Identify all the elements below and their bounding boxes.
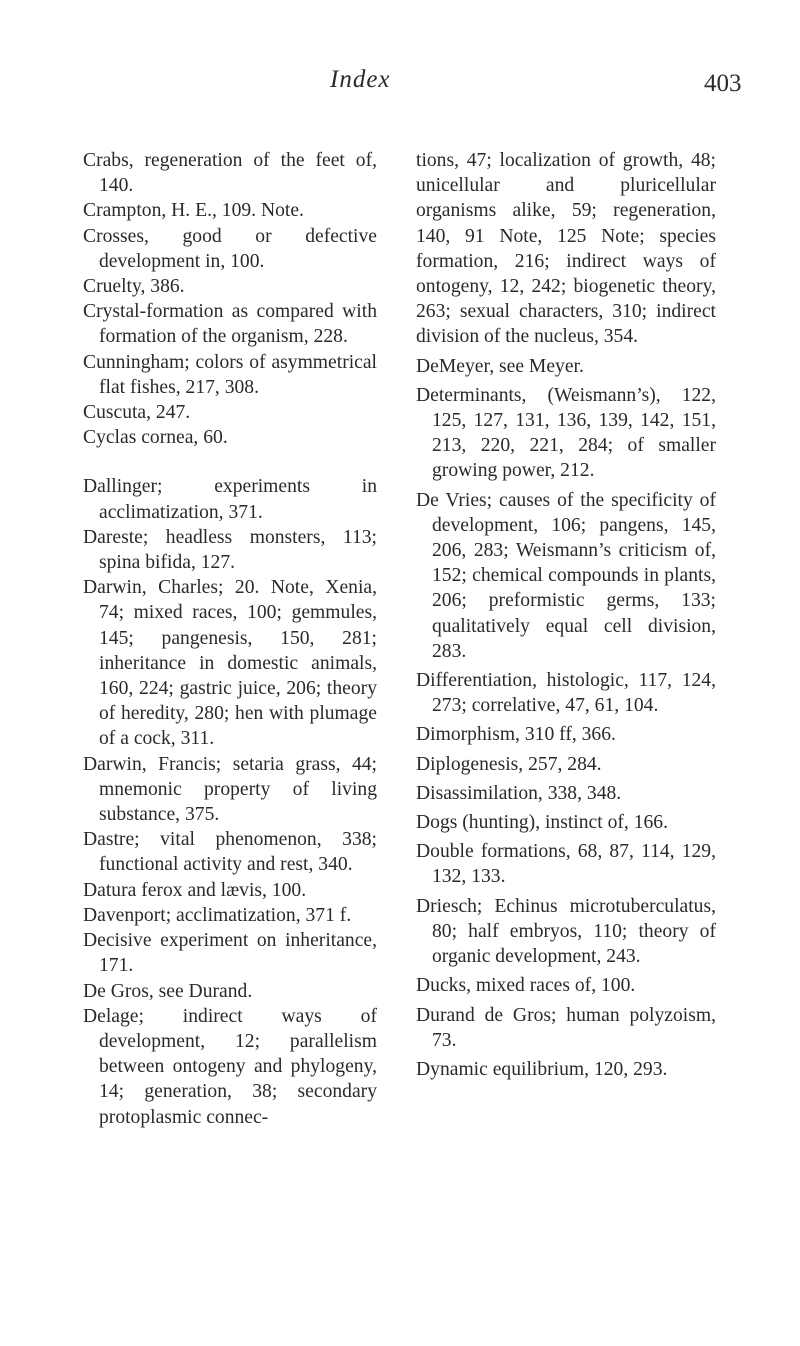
index-entry: Cuscuta, 247.: [83, 402, 191, 424]
page-header: [0, 60, 800, 100]
index-entry: Durand de Gros; human polyzoism, 73.: [416, 1004, 716, 1051]
index-entry: Darwin, Francis; setaria grass, 44; mnemonic property of living substance, 375.: [83, 753, 377, 826]
page-number: 403: [704, 70, 742, 97]
running-title: Index: [330, 66, 391, 93]
index-entry: Dallinger; experiments in acclimatization, 371.: [83, 476, 377, 523]
index-entry: Cunningham; colors of asymmetrical flat fishes, 217, 308.: [83, 351, 377, 398]
index-entry: Diplogenesis, 257, 284.: [416, 753, 602, 775]
index-entry: Dynamic equilibrium, 120, 293.: [416, 1058, 668, 1080]
index-entry: Delage; indirect ways of development, 12; parallelism between ontogeny and phylogeny, 14; generation, 38; secondary protoplasmic connec-: [83, 1005, 377, 1128]
index-column-left: [83, 148, 377, 1130]
index-entry: Darwin, Charles; 20. Note, Xenia, 74; mixed races, 100; gemmules, 145; pangenesis, 150, 281; inheritance in domestic animals, 160, 224; gastric juice, 206; theory of heredity, 280; hen with plumage of a cock, 311.: [83, 577, 377, 750]
index-entry: Datura ferox and lævis, 100.: [83, 879, 307, 901]
index-entry: Davenport; acclimatization, 371 f.: [83, 904, 352, 926]
index-entry: Ducks, mixed races of, 100.: [416, 975, 636, 997]
index-entry: Double formations, 68, 87, 114, 129, 132, 133.: [416, 841, 716, 888]
index-entry: Cyclas cornea, 60.: [83, 427, 228, 449]
index-entry: Dastre; vital phenomenon, 338; functional activity and rest, 340.: [83, 829, 377, 876]
index-entry: Crampton, H. E., 109. Note.: [83, 200, 304, 222]
index-entry: De Vries; causes of the specificity of development, 106; pangens, 145, 206, 283; Weismann’s criticism of, 152; chemical compounds in plants, 206; preformistic germs, 133; qualitatively equal cell division, 283.: [416, 489, 716, 662]
index-entry: Dogs (hunting), instinct of, 166.: [416, 812, 668, 834]
index-entry: Disassimilation, 338, 348.: [416, 782, 622, 804]
index-entry: Crabs, regeneration of the feet of, 140.: [83, 150, 377, 197]
index-entry: Driesch; Echinus microtuberculatus, 80; half embryos, 110; theory of organic development, 243.: [416, 895, 716, 968]
index-entry: DeMeyer, see Meyer.: [416, 355, 584, 377]
index-entry: Dimorphism, 310 ff, 366.: [416, 724, 616, 746]
index-entry: Determinants, (Weismann’s), 122, 125, 127, 131, 136, 139, 142, 151, 213, 220, 221, 284; of smaller growing power, 212.: [416, 384, 716, 482]
index-entry: De Gros, see Durand.: [83, 980, 253, 1002]
index-column-right: [416, 148, 716, 1086]
index-entry-continuation: tions, 47; localization of growth, 48; unicellular and pluricellular organisms alike, 59; regeneration, 140, 91 Note, 125 Note; species formation, 216; indirect ways of ontogeny, 12, 242; biogenetic theory, 263; sexual characters, 310; indirect division of the nucleus, 354.: [416, 150, 716, 348]
index-entry: Crystal-formation as compared with formation of the organism, 228.: [83, 301, 377, 348]
index-entry: Crosses, good or defective development in, 100.: [83, 225, 377, 272]
index-entry: Cruelty, 386.: [83, 276, 185, 298]
index-entry: Decisive experiment on inheritance, 171.: [83, 930, 377, 977]
index-entry: Dareste; headless monsters, 113; spina bifida, 127.: [83, 526, 377, 574]
index-entry: Differentiation, histologic, 117, 124, 273; correlative, 47, 61, 104.: [416, 670, 716, 717]
